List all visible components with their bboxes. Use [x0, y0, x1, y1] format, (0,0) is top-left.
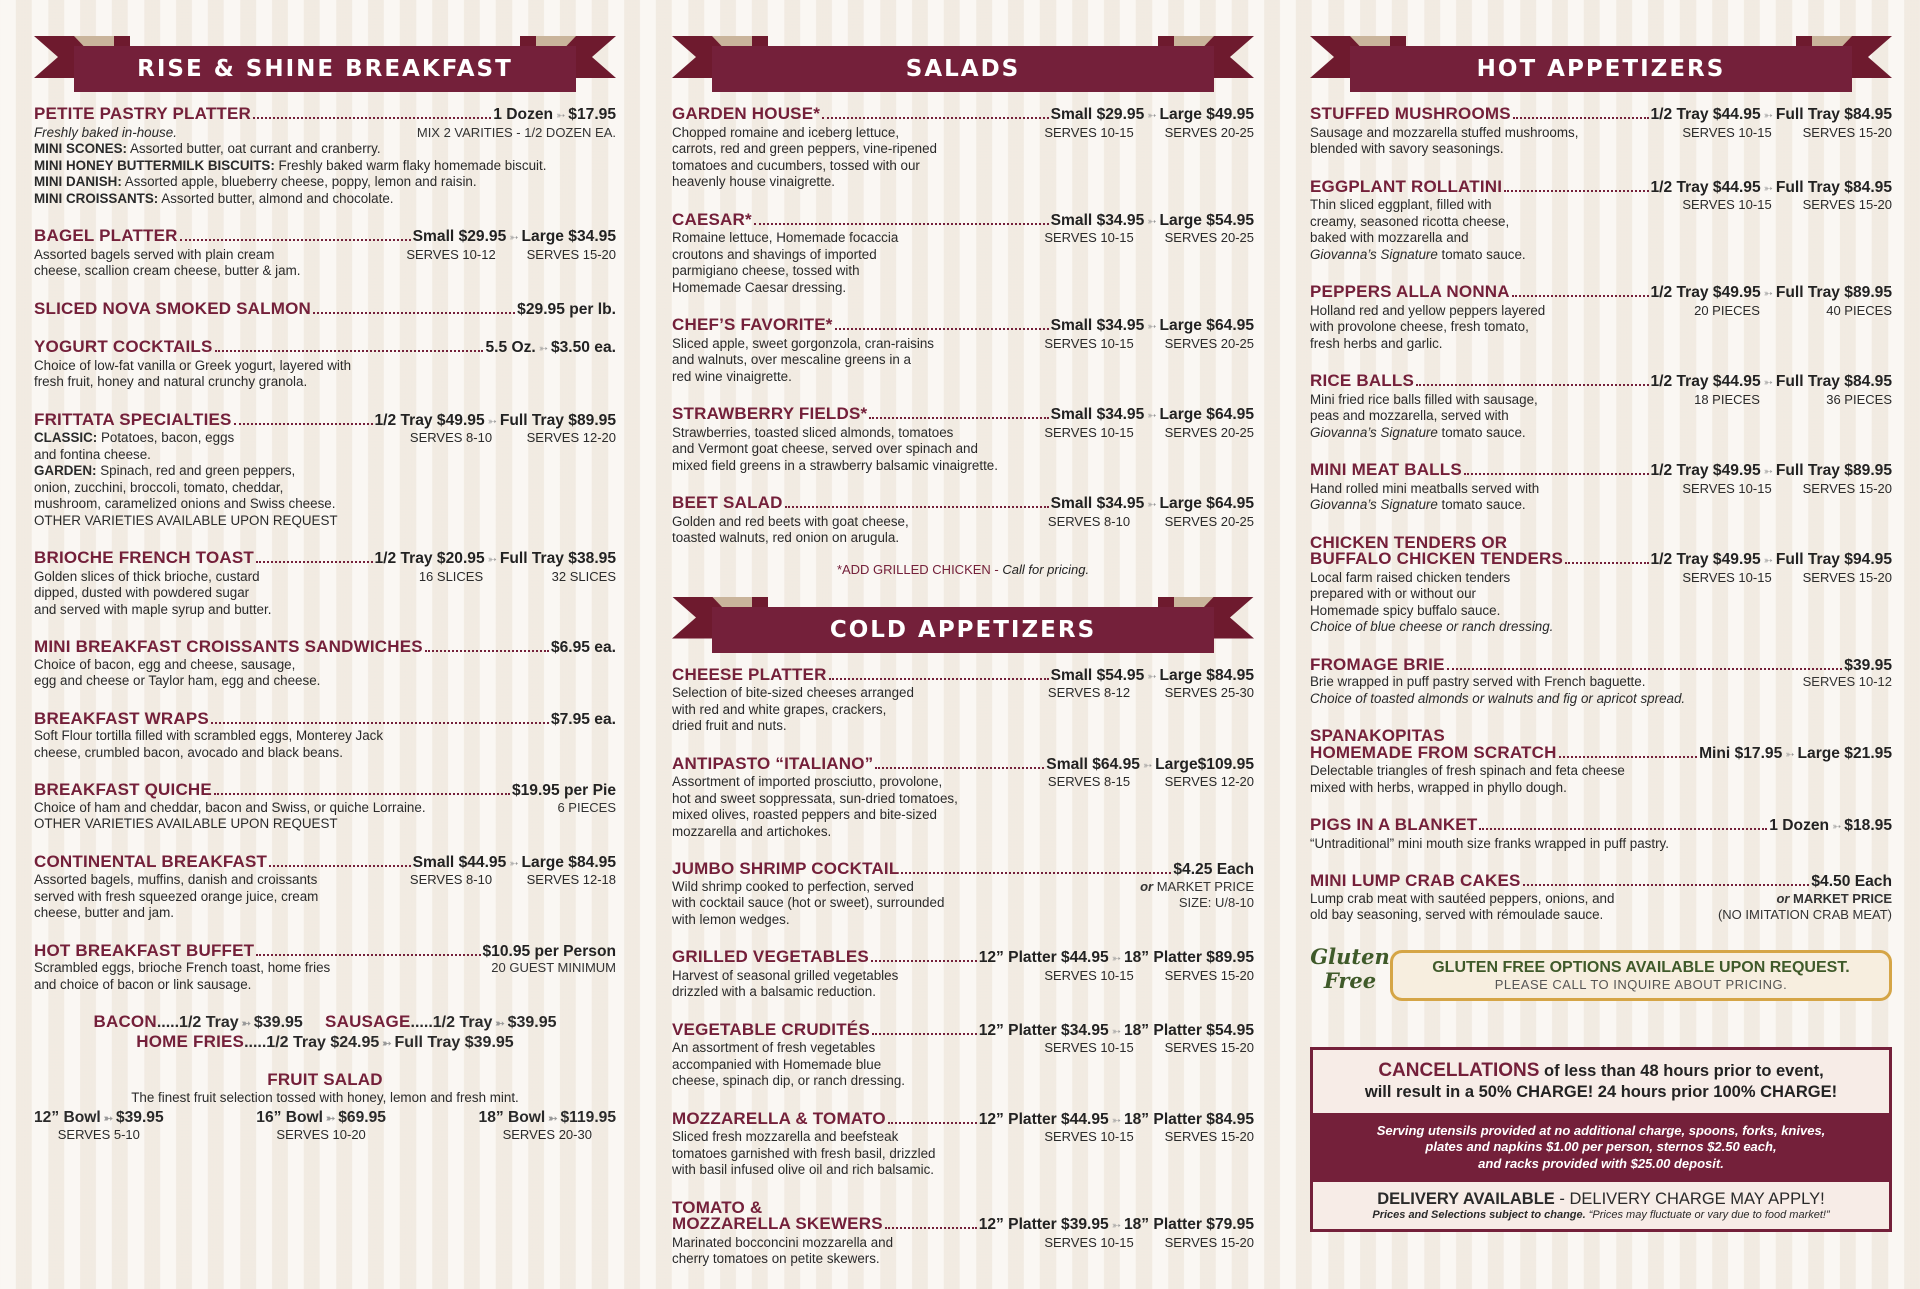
menu-item: GARDEN HOUSE* Small $29.95 ➳ Large $49.95 Chopped romaine and iceberg lettuce, SERVES 10-15 SERVES 20-25 carrots, red and green peppers, vine-ripened tomatoes and cucumbers, tossed with our heavenly house vinaigrette.	[672, 104, 1254, 189]
arrow-icon: ➳	[556, 110, 566, 122]
gluten-free-banner	[1310, 945, 1892, 1007]
menu-item: SPANAKOPITAS HOMEMADE FROM SCRATCH Mini $17.95 ➳ Large $21.95 Delectable triangles of fresh spinach and feta cheese mixed with herbs, wrapped in phyllo dough.	[1310, 726, 1892, 795]
chicken-note: *ADD GRILLED CHICKEN - Call for pricing.	[836, 561, 1090, 577]
arrow-icon: ➳	[1142, 759, 1153, 772]
arrow-icon: ➳	[1763, 182, 1773, 195]
menu-item: YOGURT COCKTAILS 5.5 Oz. ➳ $3.50 ea. Choice of low-fat vanilla or Greek yogurt, layered with fresh fruit, honey and natural crunchy granola.	[34, 337, 616, 389]
arrow-icon: ➳	[1111, 1025, 1121, 1038]
menu-item: MINI BREAKFAST CROISSANTS SANDWICHES $6.95 ea. Choice of bacon, egg and cheese, sausage, egg and cheese or Taylor ham, egg and cheese.	[34, 637, 616, 688]
menu-item: CAESAR* Small $34.95 ➳ Large $54.95 Romaine lettuce, Homemade focaccia SERVES 10-15 SERVES 20-25 croutons and shavings of imported parmigiano cheese, tossed with Homemade Caesar dressing.	[672, 209, 1254, 295]
arrow-icon: ➳	[1763, 110, 1773, 122]
arrow-icon: ➳	[1147, 410, 1157, 422]
arrow-icon: ➳	[382, 1038, 392, 1050]
menu-item: PEPPERS ALLA NONNA 1/2 Tray $49.95 ➳ Full Tray $89.95 Holland red and yellow peppers layered 20 PIECES 40 PIECES with provolone cheese, fresh tomato, fresh herbs and garlic.	[1310, 282, 1892, 351]
arrow-icon: ➳	[1763, 466, 1773, 478]
breakfast-column	[34, 30, 616, 1142]
section-banner	[672, 30, 1254, 96]
menu-item: HOT BREAKFAST BUFFET $10.95 per Person Scrambled eggs, brioche French toast, home fries 20 GUEST MINIMUM and choice of bacon or link sausage.	[34, 940, 616, 992]
menu-item: PIGS IN A BLANKET 1 Dozen ➳ $18.95 “Untraditional” mini mouth size franks wrapped in puff pastry.	[1310, 815, 1892, 851]
section-title: COLD APPETIZERS	[712, 607, 1214, 653]
menu-item: FRITTATA SPECIALTIES 1/2 Tray $49.95 ➳ Full Tray $89.95 CLASSIC: Potatoes, bacon, eggs SERVES 8-10 SERVES 12-20 and fontina cheese. GARDEN: Spinach, red and green peppers, onion, zucchini, broccoli, tomato, cheddar, mushroom, caramelized onions and Swiss cheese. OTHER VARIETIES AVAILABLE UPON REQUEST	[34, 409, 616, 528]
arrow-icon: ➳	[1147, 499, 1157, 511]
arrow-icon: ➳	[1763, 555, 1773, 567]
menu-item: GRILLED VEGETABLES 12” Platter $44.95 ➳ 18” Platter $89.95 Harvest of seasonal grilled vegetables SERVES 10-15 SERVES 15-20 drizzled with a balsamic reduction.	[672, 947, 1254, 999]
menu-item: TOMATO & MOZZARELLA SKEWERS 12” Platter $39.95 ➳ 18” Platter $79.95 Marinated bocconcini mozzarella and SERVES 10-15 SERVES 15-20 cherry tomatoes on petite skewers.	[672, 1197, 1254, 1266]
menu-item: VEGETABLE CRUDITÉS 12” Platter $34.95 ➳ 18” Platter $54.95 An assortment of fresh vegetables SERVES 10-15 SERVES 15-20 accompanied with Homemade blue cheese, spinach dip, or ranch dressing.	[672, 1019, 1254, 1088]
menu-item: BRIOCHE FRENCH TOAST 1/2 Tray $20.95 ➳ Full Tray $38.95 Golden slices of thick brioche, custard 16 SLICES 32 SLICES dipped, dusted with powdered sugar and served with maple syrup and butter.	[34, 548, 616, 617]
menu-item: ANTIPASTO “ITALIANO” Small $64.95 ➳ Large$109.95 Assortment of imported prosciutto, provolone, SERVES 8-15 SERVES 12-20 hot and sweet soppressata, sun-dried tomatoes, mixed olives, roasted peppers and bite-sized mozzarella and artichokes.	[672, 753, 1254, 839]
menu-item: BREAKFAST WRAPS $7.95 ea. Soft Flour tortilla filled with scrambled eggs, Monterey Jack cheese, crumbled bacon, avocado and black beans.	[34, 708, 616, 760]
menu-item: CHICKEN TENDERS OR BUFFALO CHICKEN TENDERS 1/2 Tray $49.95 ➳ Full Tray $94.95 Local farm raised chicken tenders SERVES 10-15 SERVES 15-20 prepared with or without our Homemade spicy buffalo sauce. Choice of blue cheese or ranch dressing.	[1310, 532, 1892, 634]
arrow-icon: ➳	[509, 857, 519, 870]
section-title: RISE & SHINE BREAKFAST	[74, 46, 576, 92]
arrow-icon: ➳	[326, 1113, 336, 1125]
menu-item: MOZZARELLA & TOMATO 12” Platter $44.95 ➳ 18” Platter $84.95 Sliced fresh mozzarella and beefsteak SERVES 10-15 SERVES 15-20 tomatoes garnished with fresh basil, drizzled with basil infused olive oil and rich balsamic.	[672, 1108, 1254, 1177]
arrow-icon: ➳	[1111, 1114, 1121, 1127]
arrow-icon: ➳	[1832, 821, 1842, 833]
gluten-free-logo: Gluten Free	[1310, 943, 1390, 993]
menu-item: MINI LUMP CRAB CAKES $4.50 Each Lump crab meat with sautéed peppers, onions, and or MARKET PRICE old bay seasoning, served with rémoulade sauce. (NO IMITATION CRAB MEAT)	[1310, 871, 1892, 922]
arrow-icon: ➳	[1147, 110, 1157, 122]
arrow-icon: ➳	[103, 1113, 113, 1125]
salads-column	[672, 30, 1254, 1289]
sides: BACON.....1/2 Tray ➳ $39.95 SAUSAGE.....1/2 Tray ➳ $39.95 HOME FRIES.....1/2 Tray $24.95 ➳ Full Tray $39.95	[93, 1012, 557, 1051]
arrow-icon: ➳	[548, 1113, 558, 1125]
menu-item: BAGEL PLATTER Small $29.95 ➳ Large $34.95 Assorted bagels served with plain cream SERVES 10-12 SERVES 15-20 cheese, scallion cream cheese, butter & jam.	[34, 226, 616, 278]
arrow-icon: ➳	[487, 415, 497, 428]
menu-item: JUMBO SHRIMP COCKTAIL $4.25 Each Wild shrimp cooked to perfection, served or MARKET PRICE with cocktail sauce (hot or sweet), surrounded SIZE: U/8-10 with lemon wedges.	[672, 859, 1254, 927]
menu-item: CHEF’S FAVORITE* Small $34.95 ➳ Large $64.95 Sliced apple, sweet gorgonzola, cran-raisins SERVES 10-15 SERVES 20-25 and walnuts, over mescaline greens in a red wine vinaigrette.	[672, 315, 1254, 384]
menu-item: RICE BALLS 1/2 Tray $44.95 ➳ Full Tray $84.95 Mini fried rice balls filled with sausage, 18 PIECES 36 PIECES peas and mozzarella, served with Giovanna’s Signature tomato sauce.	[1310, 371, 1892, 440]
arrow-icon: ➳	[1763, 377, 1773, 389]
arrow-icon: ➳	[1147, 670, 1157, 683]
arrow-icon: ➳	[1147, 321, 1157, 333]
section-banner	[34, 30, 616, 96]
item-name: PETITE PASTRY PLATTER	[34, 104, 252, 123]
section-title: HOT APPETIZERS	[1350, 46, 1852, 92]
arrow-icon: ➳	[495, 1018, 505, 1030]
arrow-icon: ➳	[1111, 953, 1121, 965]
arrow-icon: ➳	[1111, 1220, 1121, 1232]
menu-item: BEET SALAD Small $34.95 ➳ Large $64.95 Golden and red beets with goat cheese, SERVES 8-10 SERVES 20-25 toasted walnuts, red onion on arugula.	[672, 493, 1254, 545]
menu-item: SLICED NOVA SMOKED SALMON $29.95 per lb.	[34, 298, 616, 318]
section-title: SALADS	[712, 46, 1214, 92]
arrow-icon: ➳	[487, 554, 497, 566]
arrow-icon: ➳	[538, 343, 548, 355]
section-banner	[672, 591, 1254, 657]
arrow-icon: ➳	[509, 232, 519, 244]
menu-item: CHEESE PLATTER Small $54.95 ➳ Large $84.95 Selection of bite-sized cheeses arranged SERVES 8-12 SERVES 25-30 with red and white grapes, crackers, dried fruit and nuts.	[672, 664, 1254, 733]
menu-item: CONTINENTAL BREAKFAST Small $44.95 ➳ Large $84.95 Assorted bagels, muffins, danish and croissants SERVES 8-10 SERVES 12-18 served with fresh squeezed orange juice, cream cheese, butter and jam.	[34, 851, 616, 920]
arrow-icon: ➳	[1763, 288, 1773, 300]
fruit-salad: FRUIT SALAD The finest fruit selection tossed with honey, lemon and fresh mint. 12” Bowl ➳ $39.95 SERVES 5-10 16” Bowl ➳ $69.95 SERVES 10-20 18” Bowl ➳ $119.95 SERVES 20-30	[34, 1070, 616, 1142]
arrow-icon: ➳	[1147, 215, 1157, 228]
menu-item: BREAKFAST QUICHE $19.95 per Pie Choice of ham and cheddar, bacon and Swiss, or quiche Lorraine. 6 PIECES OTHER VARIETIES AVAILABLE UPON REQUEST	[34, 780, 616, 831]
menu-item: PETITE PASTRY PLATTER 1 Dozen ➳ $17.95 Freshly baked in-house. MIX 2 VARITIES - 1/2 DOZEN EA. MINI SCONES: Assorted butter, oat currant and cranberry. MINI HONEY BUTTERMILK BISCUITS: Freshly baked warm flaky homemade biscuit. MINI DANISH: Assorted apple, blueberry cheese, poppy, lemon and raisin. MINI CROISSANTS: Assorted butter, almond and chocolate.	[34, 104, 616, 206]
menu-item: STRAWBERRY FIELDS* Small $34.95 ➳ Large $64.95 Strawberries, toasted sliced almonds, tomatoes SERVES 10-15 SERVES 20-25 and Vermont goat cheese, served over spinach and mixed field greens in a strawberry balsamic vinaigrette.	[672, 404, 1254, 473]
menu-item: MINI MEAT BALLS 1/2 Tray $49.95 ➳ Full Tray $89.95 Hand rolled mini meatballs served with SERVES 10-15 SERVES 15-20 Giovanna’s Signature tomato sauce.	[1310, 460, 1892, 512]
cancellation-policy: CANCELLATIONS of less than 48 hours prior to event, will result in a 50% CHARGE! 24 hours prior 100% CHARGE! Serving utensils provided at no additional charge, spoons, forks, knives, plates and napkins $1.00 per person, sternos $2.50 each, and racks provided with $25.00 deposit. DELIVERY AVAILABLE - DELIVERY CHARGE MAY APPLY! Prices and Selections subject to change. “Prices may fluctuate or vary due to food market!”	[1310, 1047, 1892, 1233]
arrow-icon: ➳	[241, 1018, 251, 1030]
hot-appetizers-column	[1310, 30, 1892, 1232]
menu-item: FROMAGE BRIE $39.95 Brie wrapped in puff pastry served with French baguette. SERVES 10-12 Choice of toasted almonds or walnuts and fig or apricot spread.	[1310, 654, 1892, 706]
menu-item: STUFFED MUSHROOMS 1/2 Tray $44.95 ➳ Full Tray $84.95 Sausage and mozzarella stuffed mushrooms, SERVES 10-15 SERVES 15-20 blended with savory seasonings.	[1310, 104, 1892, 156]
arrow-icon: ➳	[1785, 748, 1795, 761]
menu-item: EGGPLANT ROLLATINI 1/2 Tray $44.95 ➳ Full Tray $84.95 Thin sliced eggplant, filled with SERVES 10-15 SERVES 15-20 creamy, seasoned ricotta cheese, baked with mozzarella and Giovanna’s Signature tomato sauce.	[1310, 176, 1892, 262]
gluten-free-notice: GLUTEN FREE OPTIONS AVAILABLE UPON REQUEST. PLEASE CALL TO INQUIRE ABOUT PRICING.	[1390, 950, 1892, 1001]
section-banner	[1310, 30, 1892, 96]
